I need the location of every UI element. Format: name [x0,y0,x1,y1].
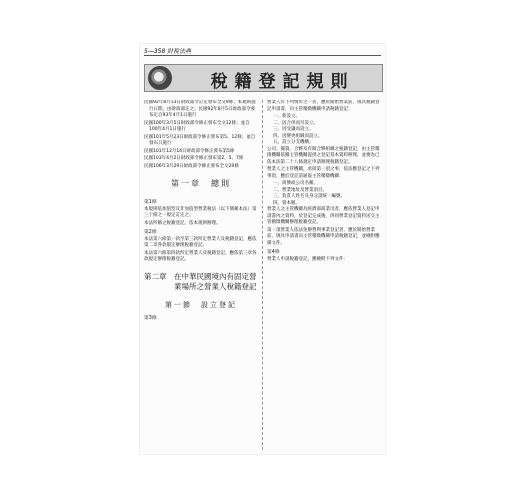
article-paragraph: 本法第六條第四款所定營業人及稅籍登記，應依第三章各款規定辦理稅籍登記。 [144,250,257,262]
chapter-2-title [144,272,258,292]
title-banner [144,64,383,92]
list-item: 二、營業地址及營業項目。 [273,187,327,193]
article-heading: 第3條 [144,315,157,321]
right-column [267,100,381,450]
left-column [144,100,258,450]
chapter-2-label: 第二章 [144,271,167,281]
history-note: 民國106年3月29日財政部令修正發布全文20條 [144,163,239,169]
page-title: 稅籍登記規則 [210,72,355,92]
article-paragraph: 營業人有下列情形之一者，應於開始營業前，填具稅籍登記申請書，向主管稽徵機關申請稅籍登記： [267,100,380,112]
emblem-icon [148,66,172,90]
chapter-2-heading: 在中華民國境內有固定營業場所之營業人稅籍登記 [174,271,257,291]
article-paragraph: 本法第六條第一款至第三款所定營業人及稅籍登記，應依第二章各款規定辦理稅籍登記。 [144,236,257,248]
list-item: 四、資本額。 [273,200,300,206]
list-item: 二、因合併而另設立。 [273,120,318,126]
article-heading: 第1條 [144,200,157,205]
history-note: 民國101年5月23日財政部令修正發布第5、12條；並自發布日施行 [144,134,256,146]
article-paragraph: 公司、獨資、合夥及有限合夥組織之稅籍登記，由主管稽徵機關依據主管機關提供之登記基本資料辦理，並視為已依本法第二十八條規定申請辦理稅籍登記。 [267,146,380,165]
article-paragraph: 第一項營業人依法免辦營利事業登記者，應於開始營業前，填具申請書向主管稽徵機關申請稅籍登記，並檢附應備文件。 [267,227,380,246]
list-item: 三、因受讓而設立。 [273,127,314,132]
history-note: 民國101年12月14日財政部令修正發布第5條 [144,148,235,154]
header-rule [144,55,381,56]
article-paragraph: 營業人之主管機關，承接第一項之事，依法應登記之下列事項，應於登記前通報主管稽徵機關： [267,167,380,179]
document-page [140,44,385,454]
section-1-title: 第一節 設立登記 [165,300,237,309]
history-note: 民國92年8月13日財政部令訂定發布全文9條；本規則施行日期，由財政部定之；民國92年8月5日財政部令發布定自93年4月1日施行 [144,100,256,118]
article-paragraph: 營業人申請稅籍登記，應檢附下列文件： [267,256,348,262]
list-item: 三、負責人姓名及身分證統一編號。 [273,194,345,199]
article-heading: 第2條 [144,230,157,235]
chapter-1-title: 第一章 總則 [171,179,231,188]
list-item: 一、新設立。 [273,114,300,119]
running-head: 5—358 財稅法典 [144,48,192,55]
history-note: 民國100年3月5日財政部令修正發布全文12條；並自100年4月1日施行 [144,120,250,132]
history-note: 民國103年4月2日財政部令修正發布第2、5、7條 [144,156,244,161]
list-item: 一、商號或公司名稱。 [273,181,318,186]
column-divider [262,100,263,450]
article-paragraph: 本規則依加值型及非加值型營業稅法（以下簡稱本法）第三十條之一規定訂定之。 [144,206,257,218]
list-item: 四、因變更組織而設立。 [273,133,323,139]
article-heading: 第4條 [267,250,280,255]
article-paragraph: 營業人之主管機關為經濟部商業司者，應依營業人登記申請書內之資料，於登記完成後，併同營業登記資料送交主管稽徵機關辦理稅籍登記。 [267,207,380,225]
list-item: 五、設立分支機構。 [273,140,314,145]
article-paragraph: 本法所稱之稅籍登記，依本規則辦理。 [144,220,221,226]
